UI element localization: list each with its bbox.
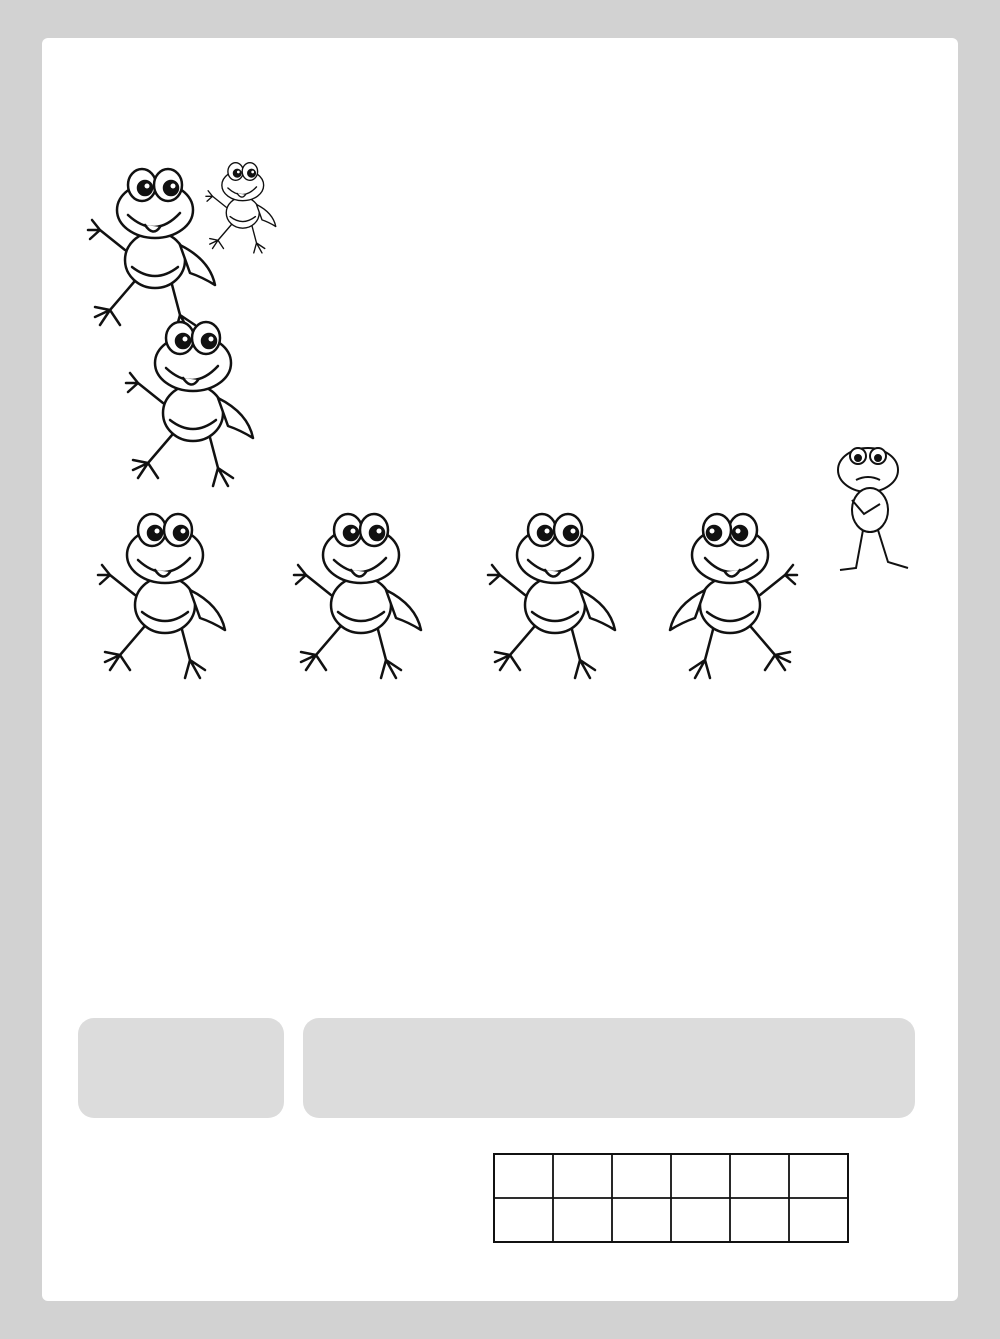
answer-grid[interactable] xyxy=(492,1150,852,1246)
right-group-panel xyxy=(303,1018,915,1118)
circles-area xyxy=(0,880,1000,1140)
frog-icon xyxy=(488,514,615,678)
grumpy-frog-icon xyxy=(838,448,908,570)
left-group-panel xyxy=(78,1018,284,1118)
frog-icon xyxy=(98,514,225,678)
small-frog-icon xyxy=(206,163,276,253)
frog-icon xyxy=(670,514,797,678)
frog-icon xyxy=(88,169,215,333)
frog-icon xyxy=(294,514,421,678)
frog-icon xyxy=(126,322,253,486)
